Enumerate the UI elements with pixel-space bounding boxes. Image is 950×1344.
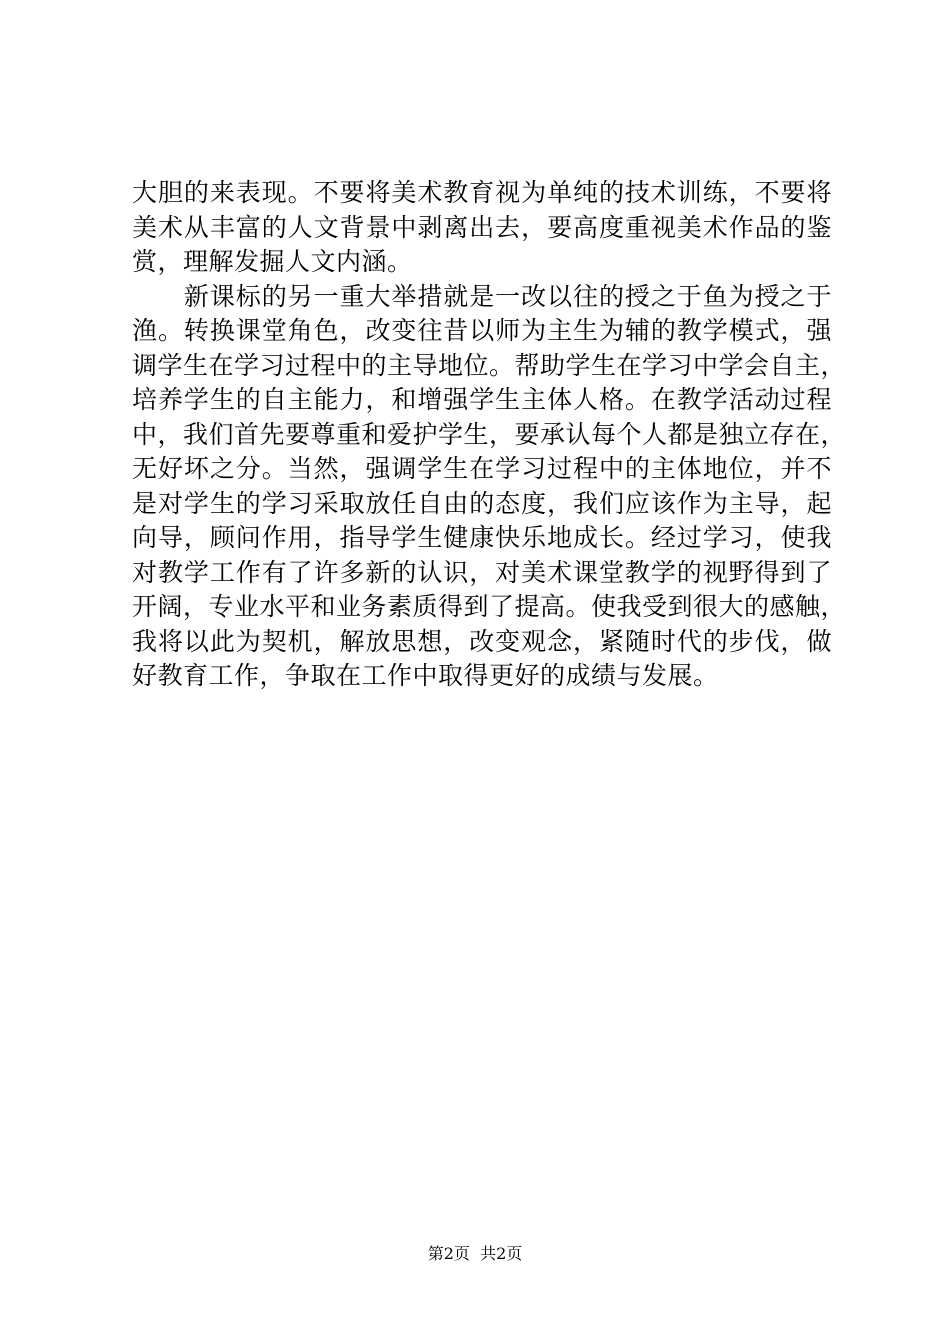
text-line: 是对学生的学习采取放任自由的态度，我们应该作为主导，起 <box>132 488 832 518</box>
text-line: 开阔，专业水平和业务素质得到了提高。使我受到很大的感触， <box>132 592 847 621</box>
text-line: 好教育工作，争取在工作中取得更好的成绩与发展。 <box>132 661 719 690</box>
page-number-footer: 第2页 共2页 <box>427 1244 523 1263</box>
text-line: 美术从丰富的人文背景中剥离出去，要高度重视美术作品的鉴 <box>132 212 832 242</box>
text-line: 对教学工作有了许多新的认识，对美术课堂教学的视野得到了 <box>132 557 832 587</box>
text-line: 大胆的来表现。不要将美术教育视为单纯的技术训练，不要将 <box>132 178 832 207</box>
text-line: 调学生在学习过程中的主导地位。帮助学生在学习中学会自主， <box>132 350 847 380</box>
text-line: 新课标的另一重大举措就是一改以往的授之于鱼为授之于 <box>132 281 832 311</box>
text-line: 向导，顾问作用，指导学生健康快乐地成长。经过学习，使我 <box>132 523 832 552</box>
text-line: 我将以此为契机，解放思想，改变观念，紧随时代的步伐，做 <box>132 626 832 656</box>
text-line: 中，我们首先要尊重和爱护学生，要承认每个人都是独立存在， <box>132 419 847 449</box>
text-line: 渔。转换课堂角色，改变往昔以师为主生为辅的教学模式，强 <box>132 316 832 345</box>
body-text <box>132 176 847 694</box>
text-line: 赏，理解发掘人文内涵。 <box>132 247 413 276</box>
text-line: 培养学生的自主能力，和增强学生主体人格。在教学活动过程 <box>132 385 832 414</box>
text-line: 无好坏之分。当然，强调学生在学习过程中的主体地位，并不 <box>132 454 832 483</box>
